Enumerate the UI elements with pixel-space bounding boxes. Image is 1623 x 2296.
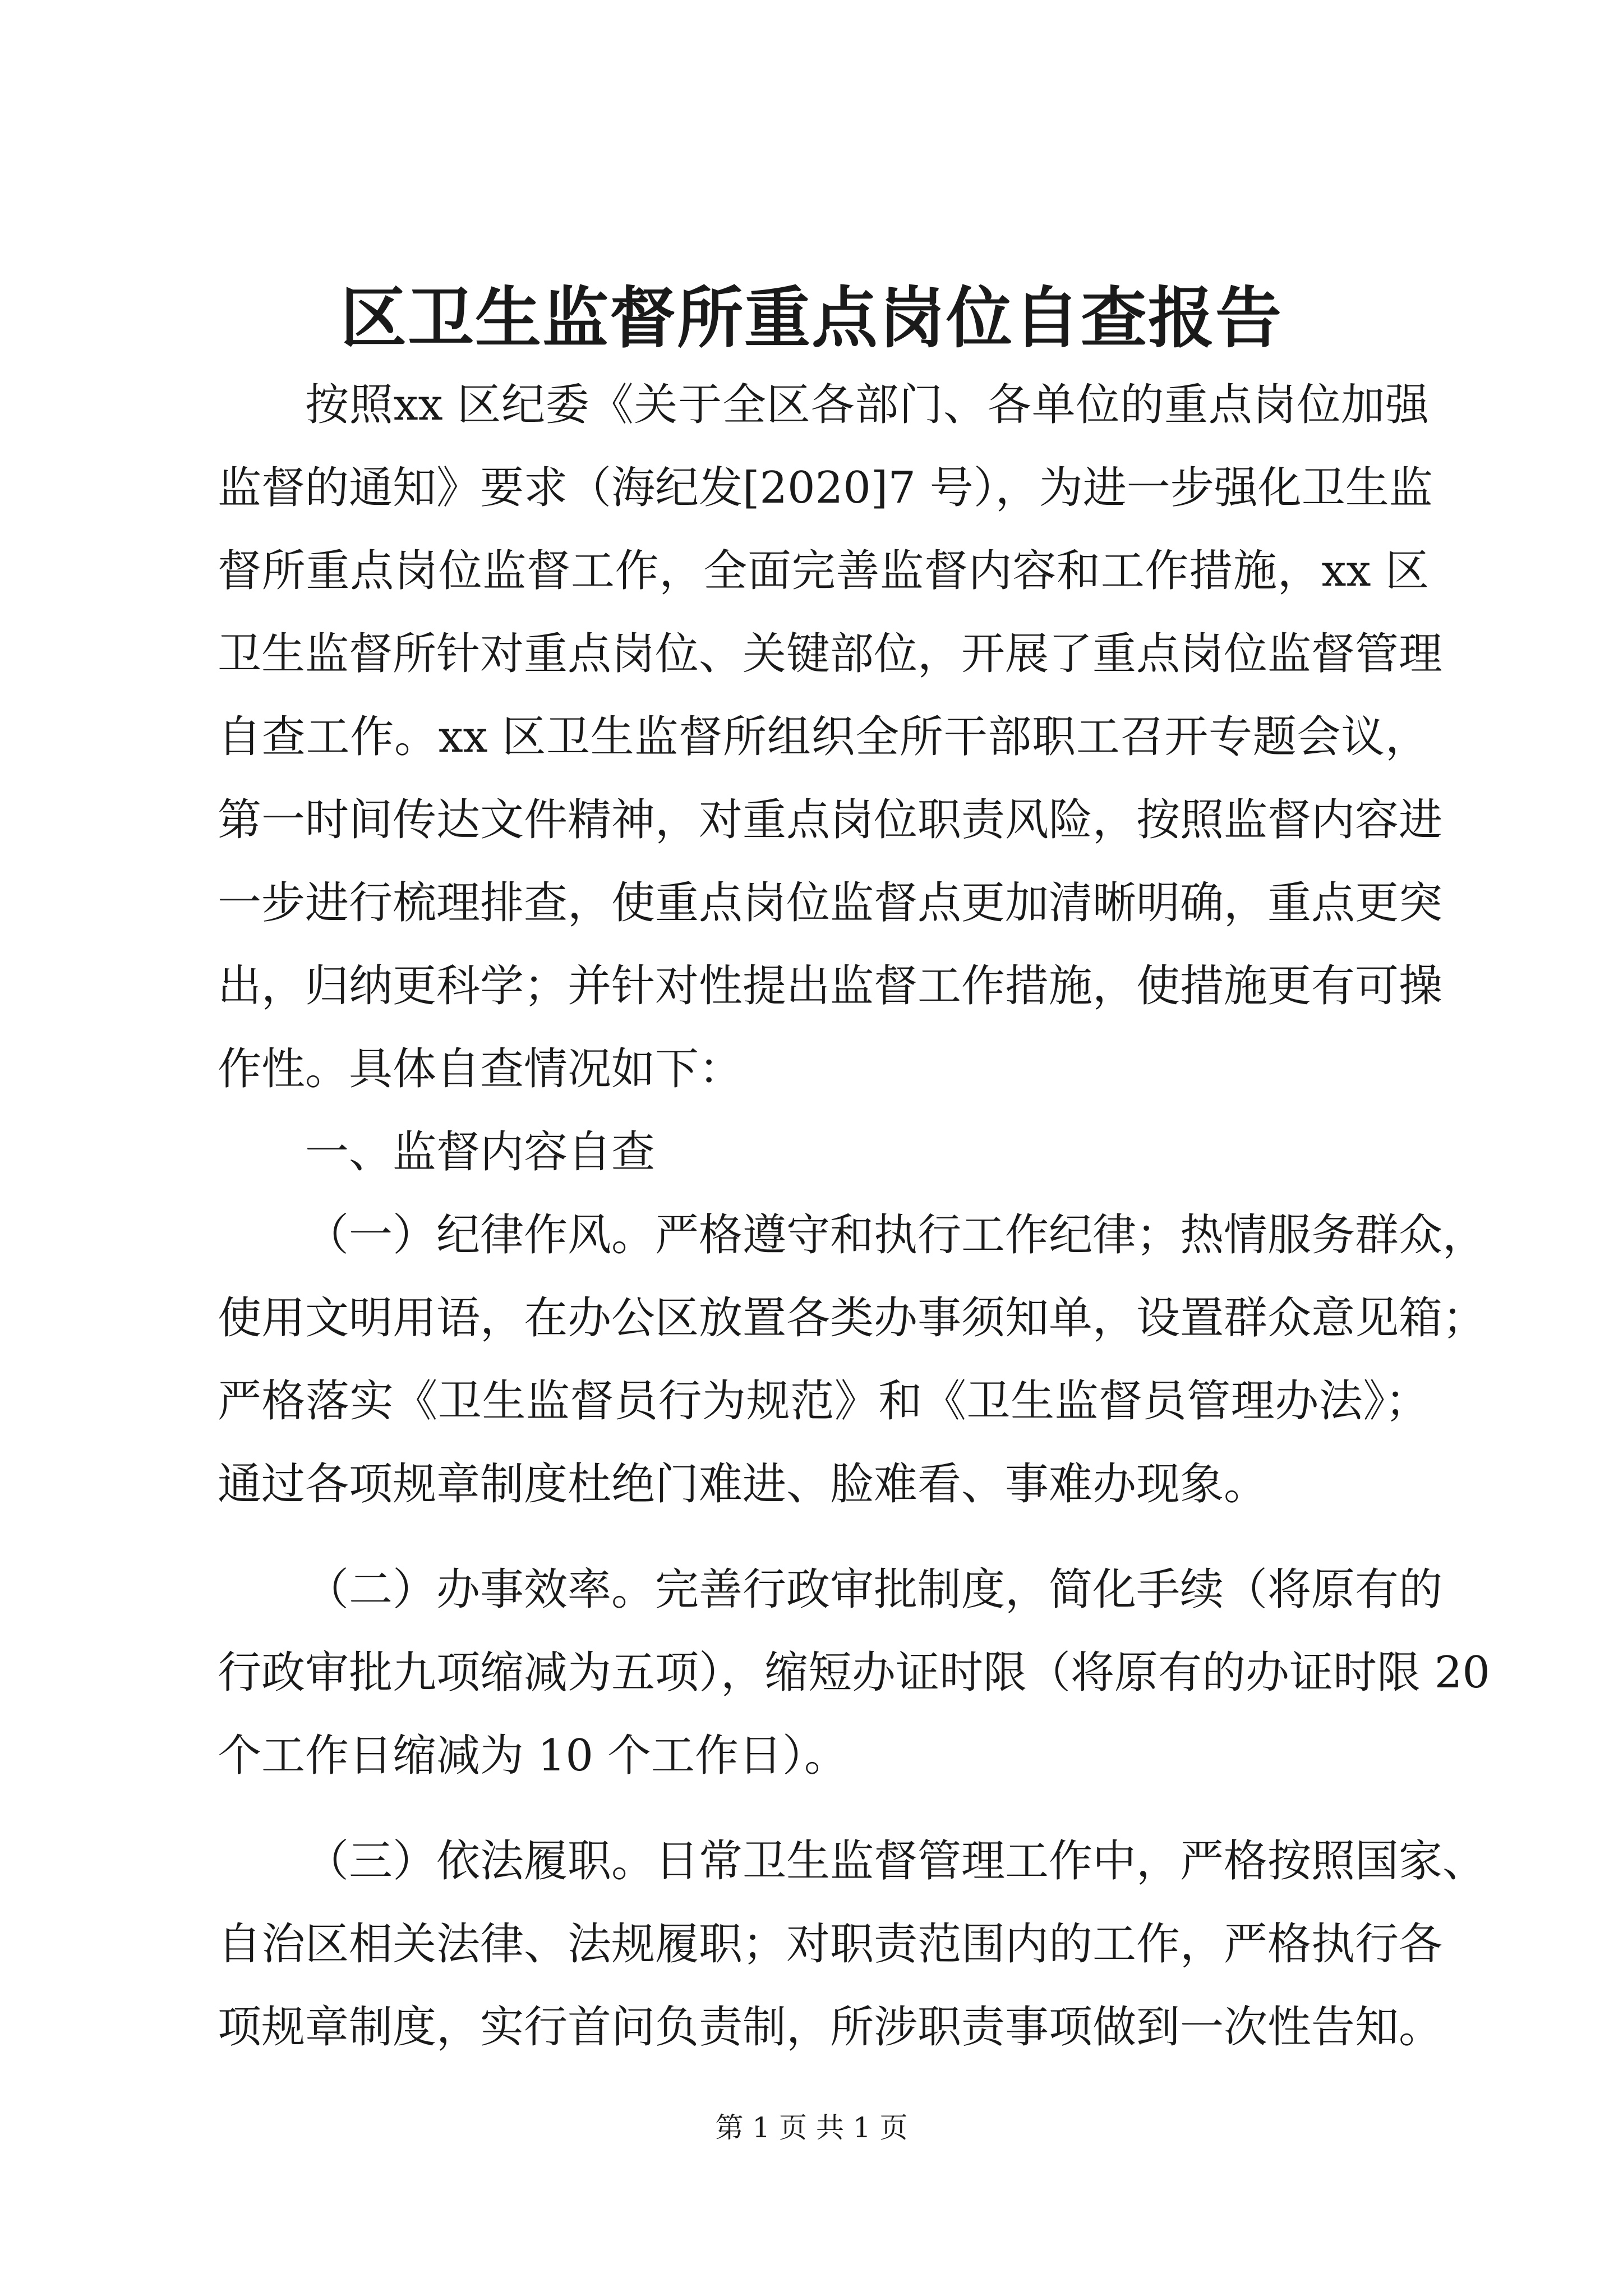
paragraph-line: （三）依法履职。日常卫生监督管理工作中，严格按照国家、: [305, 1836, 1487, 1887]
paragraph-line: 自查工作。xx 区卫生监督所组织全所干部职工召开专题会议，: [218, 712, 1429, 762]
paragraph-line: 行政审批九项缩减为五项），缩短办证时限（将原有的办证时限 20: [218, 1648, 1491, 1698]
paragraph-line: 督所重点岗位监督工作，全面完善监督内容和工作措施，xx 区: [218, 546, 1429, 596]
paragraph-line: 出，归纳更科学；并针对性提出监督工作措施，使措施更有可操: [218, 961, 1443, 1011]
paragraph-line: 项规章制度，实行首问负责制，所涉职责事项做到一次性告知。: [218, 2002, 1443, 2053]
paragraph-line: （二）办事效率。完善行政审批制度，简化手续（将原有的: [305, 1565, 1443, 1615]
paragraph-line: 监督的通知》要求（海纪发[2020]7 号），为进一步强化卫生监: [218, 463, 1433, 513]
paragraph-gap: [218, 1526, 1429, 1548]
paragraph-line: 一步进行梳理排查，使重点岗位监督点更加清晰明确，重点更突: [218, 878, 1443, 928]
paragraph-line: 第一时间传达文件精神，对重点岗位职责风险，按照监督内容进: [218, 795, 1443, 845]
paragraph-line: 按照xx 区纪委《关于全区各部门、各单位的重点岗位加强: [305, 380, 1429, 430]
item-discipline: [218, 1194, 1487, 1526]
paragraph-line: 严格落实《卫生监督员行为规范》和《卫生监督员管理办法》；: [218, 1376, 1429, 1427]
paragraph-line: 使用文明用语，在办公区放置各类办事须知单，设置群众意见箱；: [218, 1293, 1487, 1343]
item-efficiency: [218, 1548, 1491, 1797]
item-duty: [218, 1820, 1487, 2069]
paragraph-line: 卫生监督所针对重点岗位、关键部位，开展了重点岗位监督管理: [218, 629, 1443, 679]
paragraph-line: 作性。具体自查情况如下：: [218, 1044, 743, 1094]
section-heading: 一、监督内容自查: [305, 1127, 656, 1177]
document-title: 区卫生监督所重点岗位自查报告: [340, 279, 1283, 357]
paragraph-line: 个工作日缩减为 10 个工作日）。: [218, 1731, 848, 1781]
page-footer: 第 1 页 共 1 页: [715, 2111, 908, 2144]
paragraph-line: 自治区相关法律、法规履职；对职责范围内的工作，严格执行各: [218, 1919, 1443, 1970]
paragraph-line: （一）纪律作风。严格遵守和执行工作纪律；热情服务群众，: [305, 1210, 1487, 1260]
intro-paragraph: [218, 364, 1443, 1111]
paragraph-gap: [218, 1797, 1429, 1820]
paragraph-line: 通过各项规章制度杜绝门难进、脸难看、事难办现象。: [218, 1459, 1268, 1510]
document-body: [218, 364, 1491, 2069]
